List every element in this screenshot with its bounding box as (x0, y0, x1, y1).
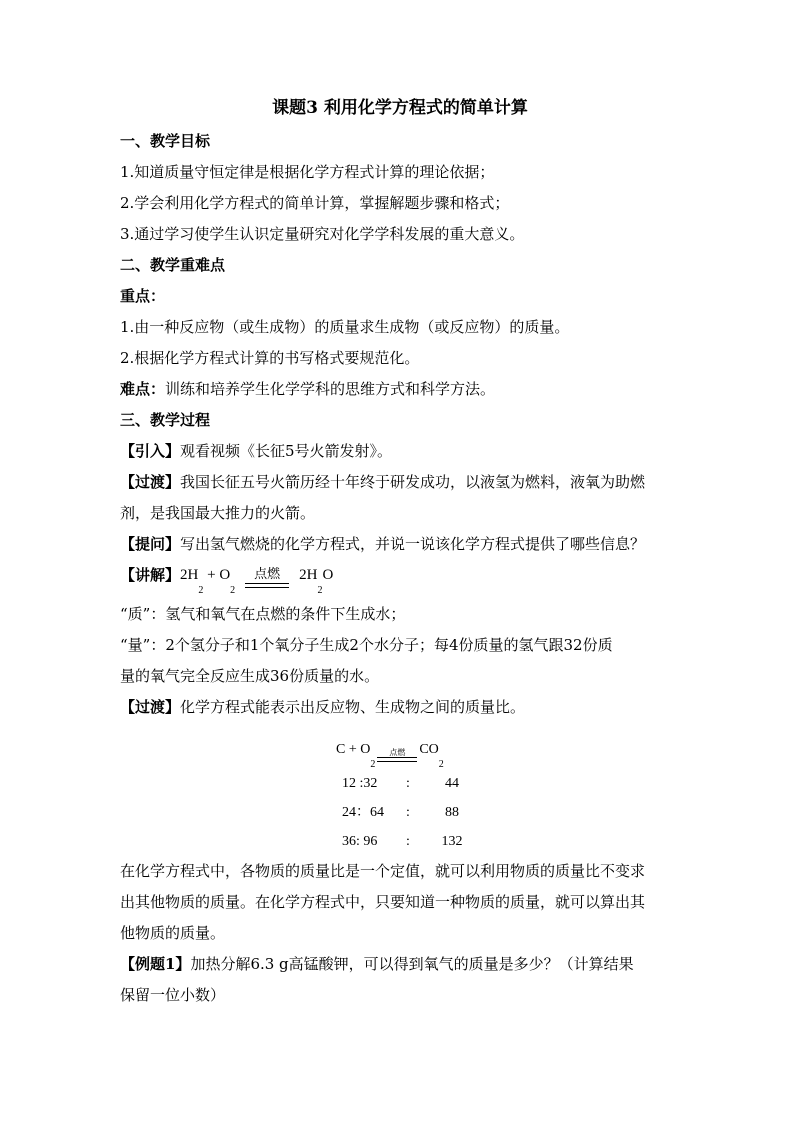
difficulty-line (120, 374, 680, 405)
eq2-right: CO (419, 742, 439, 757)
intro-line (120, 436, 680, 467)
eq2-condition: 点燃 (389, 748, 406, 757)
key-item-1: 1.由一种反应物（或生成物）的质量求生成物（或反应物）的质量。 (120, 318, 570, 336)
ratio-3-product: 132 (441, 834, 463, 849)
example-1-label: 【例题1】 (120, 955, 191, 973)
explain-line (120, 560, 680, 596)
ratio-1-separator: : (406, 776, 410, 791)
eq1-plus-oxygen: + O (203, 567, 231, 583)
question-label: 【提问】 (120, 535, 181, 553)
document-content (120, 96, 680, 1011)
mass-ratio-row-1 (336, 769, 496, 798)
intro-label: 【引入】 (120, 442, 181, 460)
example-1-text: 加热分解6.3 g高锰酸钾，可以得到氧气的质量是多少？（计算结果 (190, 955, 634, 973)
eq1-condition: 点燃 (254, 567, 281, 582)
ratio-2-product: 88 (445, 805, 459, 820)
explain-label: 【讲解】 (120, 566, 181, 584)
mass-ratio-paragraph-line-3: 他物质的质量。 (120, 924, 226, 942)
mass-ratio-paragraph-line-2: 出其他物质的质量。在化学方程式中，只要知道一种物质的质量，就可以算出其 (120, 893, 646, 911)
transition2-text: 化学方程式能表示出反应物、生成物之间的质量比。 (180, 698, 526, 716)
eq1-product: 2H (299, 567, 318, 583)
section-heading-objectives: 一、教学目标 (120, 132, 211, 150)
mass-ratio-row-3 (336, 827, 496, 856)
section-heading-keypoints: 二、教学重难点 (120, 256, 226, 274)
eq2-equals-lines (377, 757, 417, 762)
transition2-label: 【过渡】 (120, 698, 181, 716)
objective-item-1: 1.知道质量守恒定律是根据化学方程式计算的理论依据； (120, 163, 495, 181)
transition2-line (120, 692, 680, 723)
difficulty-label: 难点： (120, 380, 166, 398)
question-text: 写出氢气燃烧的化学方程式，并说一说该化学方程式提供了哪些信息？ (180, 535, 646, 553)
eq2-reaction-arrow (377, 748, 417, 762)
ratio-3-separator: : (406, 834, 410, 849)
eq2-wrapper: C + O 2 点燃 CO 2 (336, 734, 444, 765)
key-label: 重点： (120, 287, 166, 305)
objective-item-2: 2.学会利用化学方程式的简单计算，掌握解题步骤和格式； (120, 194, 510, 212)
transition1-continuation: 剂，是我国最大推力的火箭。 (120, 504, 316, 522)
ratio-1-product: 44 (445, 776, 459, 791)
mass-ratio-row-2 (336, 798, 496, 827)
ratio-3-reactants: 36: 96 (342, 834, 378, 849)
example-1-line (120, 949, 680, 980)
eq1-equals-lines (245, 583, 289, 588)
page-title: 课题3 利用化学方程式的简单计算 (272, 98, 528, 118)
mass-ratio-paragraph-line-1: 在化学方程式中，各物质的质量比是一个定值，就可以利用物质的质量比不变求 (120, 862, 646, 880)
eq1-product-tail: O (322, 567, 334, 583)
quality-line: “质”：氢气和氧气在点燃的条件下生成水； (120, 605, 406, 623)
eq1-reaction-arrow (245, 568, 289, 588)
quantity-continuation: 量的氧气完全反应生成36份质量的水。 (120, 667, 380, 685)
key-item-2: 2.根据化学方程式计算的书写格式要规范化。 (120, 349, 420, 367)
transition1-text: 我国长征五号火箭历经十年终于研发成功，以液氢为燃料，液氧为助燃 (180, 473, 646, 491)
eq2-left: C + O (336, 742, 371, 757)
eq1-reactant1: 2H (180, 567, 199, 583)
quantity-line: “量”：2个氢分子和1个氧分子生成2个水分子；每4份质量的氢气跟32份质 (120, 636, 613, 654)
carbon-combustion-block (336, 723, 496, 856)
difficulty-text: 训练和培养学生化学学科的思维方式和科学方法。 (165, 380, 496, 398)
transition1-label: 【过渡】 (120, 473, 181, 491)
section-heading-process: 三、教学过程 (120, 411, 211, 429)
ratio-2-reactants: 24：64 (342, 805, 384, 820)
intro-text: 观看视频《长征5号火箭发射》。 (180, 442, 393, 460)
question-line (120, 529, 680, 560)
objective-item-3: 3.通过学习使学生认识定量研究对化学学科发展的重大意义。 (120, 225, 525, 243)
ratio-1-reactants: 12 :32 (342, 776, 378, 791)
example-1-continuation: 保留一位小数） (120, 986, 226, 1004)
ratio-2-separator: : (406, 805, 410, 820)
transition1-line (120, 467, 680, 498)
carbon-combustion-equation (336, 723, 496, 770)
hydrogen-combustion-equation: 2H 2 + O 2 点燃 2H 2 O (180, 560, 333, 591)
